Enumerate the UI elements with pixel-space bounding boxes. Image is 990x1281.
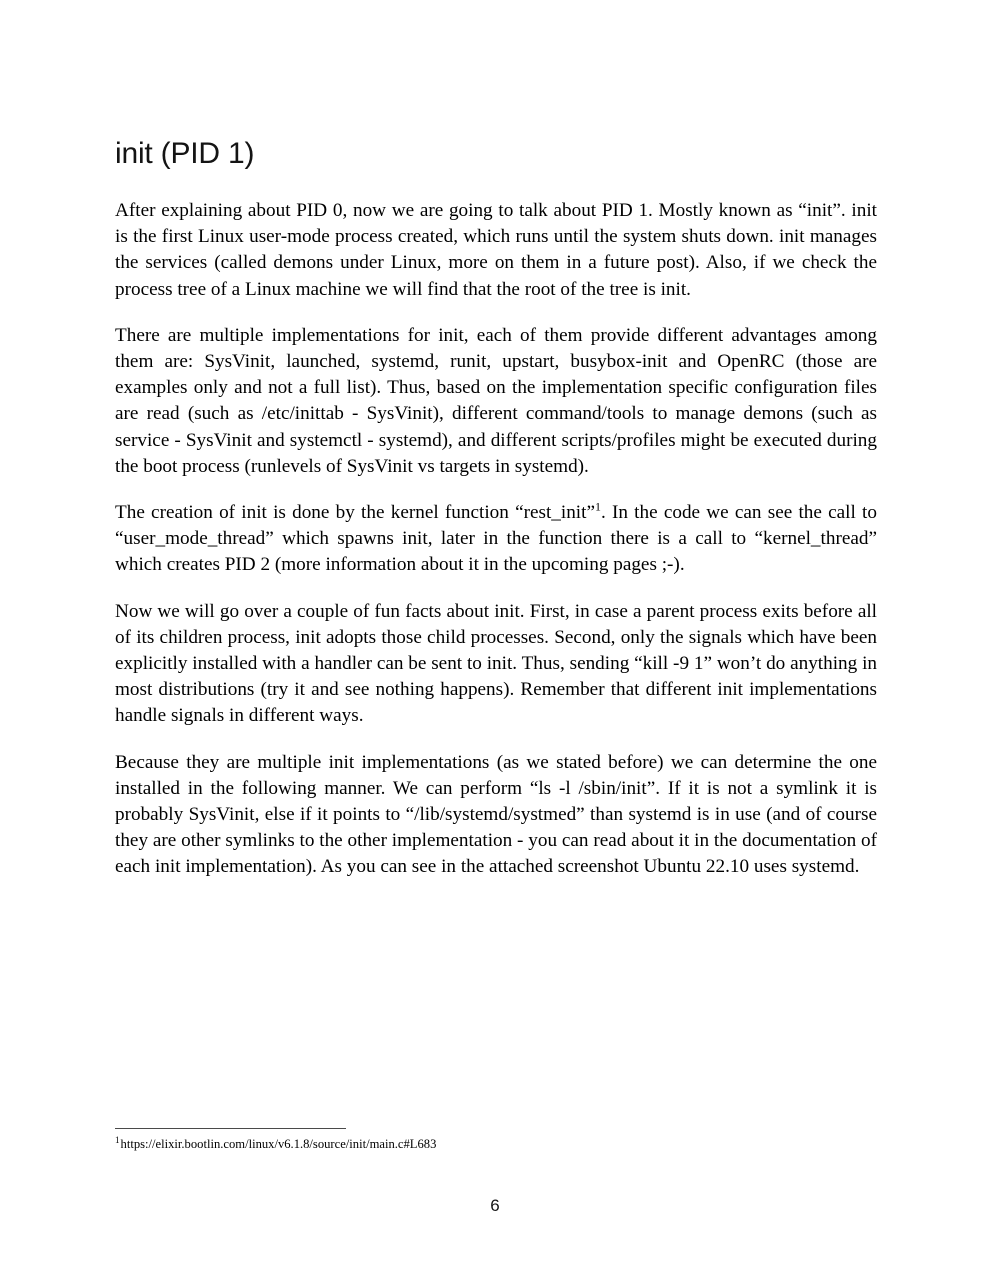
document-body: [115, 136, 877, 881]
paragraph-1: After explaining about PID 0, now we are going to talk about PID 1. Mostly known as “init”. init is the first Linux user-mode process created, which runs until the system shuts down. init manages the services (called demons under Linux, more on them in a future post). Also, if we check the process tree of a Linux machine we will find that the root of the tree is init.: [115, 200, 877, 300]
paragraph-3-text-before-footnote: The creation of init is done by the kernel function “rest_init”: [115, 502, 595, 524]
paragraph-2: There are multiple implementations for init, each of them provide different advantages among them are: SysVinit, launched, systemd, runit, upstart, busybox-init and OpenRC (those are examples only and not a full list). Thus, based on the implementation specific configuration files are read (such as /etc/inittab - SysVinit), different command/tools to manage demons (such as service - SysVinit and systemctl - systemd), and different scripts/profiles might be executed during the boot process (runlevels of SysVinit vs targets in systemd).: [115, 324, 877, 477]
paragraph-5: Because they are multiple init implementations (as we stated before) we can determine the one installed in the following manner. We can perform “ls -l /sbin/init”. If it is not a symlink it is probably SysVinit, else if it points to “/lib/systemd/systmed” than systemd is in use (and of course they are other symlinks to the other implementation - you can read about it in the documentation of each init implementation). As you can see in the attached screenshot Ubuntu 22.10 uses systemd.: [115, 751, 877, 878]
footnote-entry: [115, 1136, 877, 1152]
paragraph-3-with-footnote: [115, 500, 877, 579]
page-number: 6: [490, 1196, 500, 1215]
paragraph-3-text-after-footnote: . In the code we can see the call to “user_mode_thread” which spawns init, later in the function there is a call to “kernel_thread” which creates PID 2 (more information about it in the upcoming pages ;-).: [115, 502, 877, 576]
paragraph-4: Now we will go over a couple of fun facts about init. First, in case a parent process exits before all of its children process, init adopts those child processes. Second, only the signals which have been explicitly installed with a handler can be sent to init. Thus, sending “kill -9 1” won’t do anything in most distributions (try it and see nothing happens). Remember that different init implementations handle signals in different ways.: [115, 600, 877, 727]
footnote-area: [115, 1128, 877, 1152]
footnote-reference-marker[interactable]: 1: [594, 499, 601, 514]
footnote-separator-rule: [115, 1128, 346, 1129]
footnote-number: 1: [115, 1134, 120, 1145]
footnote-url[interactable]: https://elixir.bootlin.com/linux/v6.1.8/source/init/main.c#L683: [120, 1137, 437, 1151]
page-title: init (PID 1): [115, 137, 255, 170]
